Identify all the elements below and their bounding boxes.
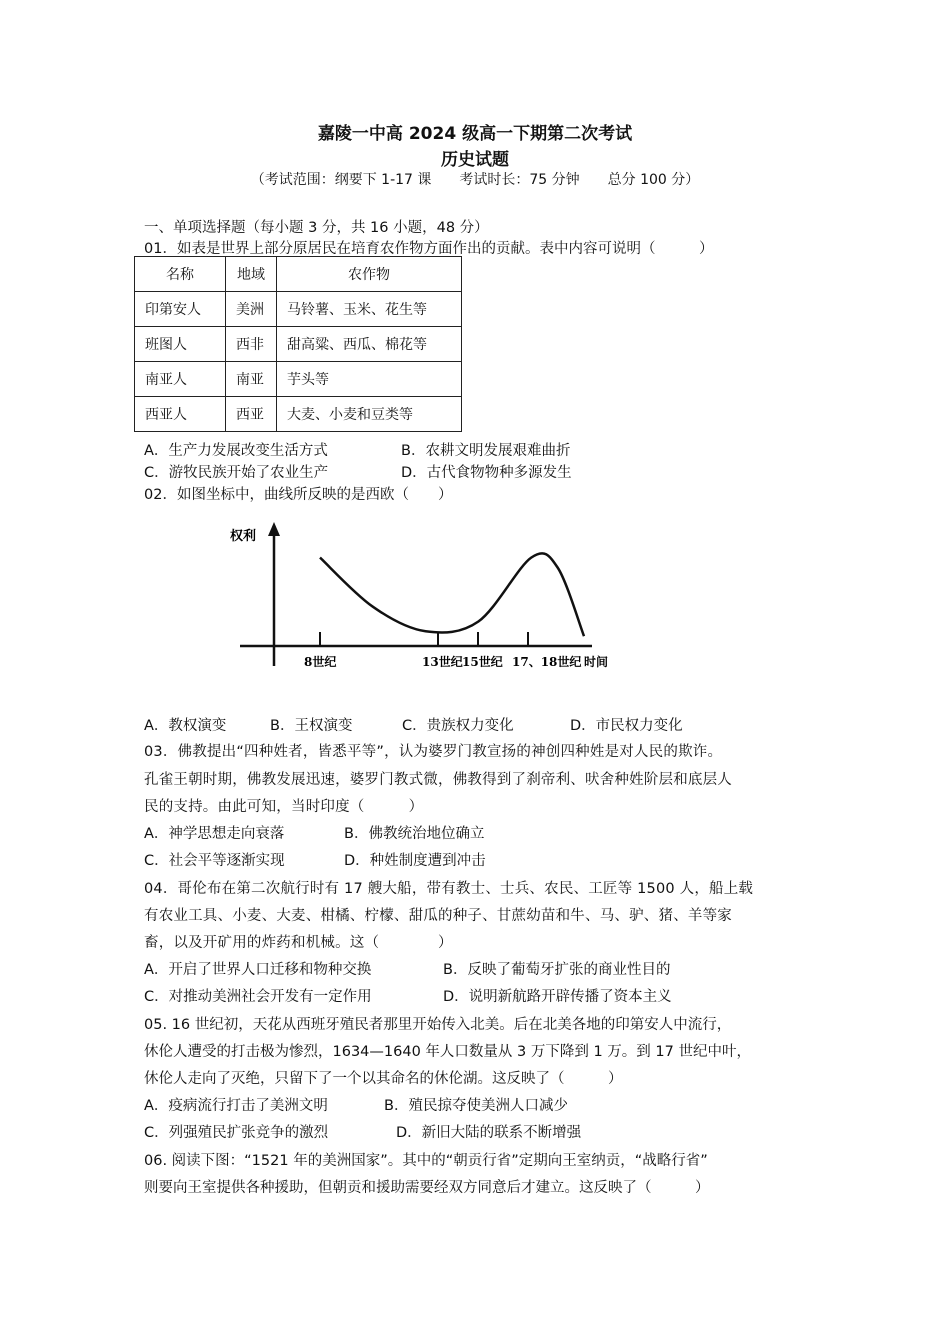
section-heading: 一、单项选择题（每小题 3 分，共 16 小题，48 分） [144, 220, 489, 236]
table-cell: 印第安人 [135, 292, 226, 327]
q4-line: 04．哥伦布在第二次航行时有 17 艘大船，带有教士、士兵、农民、工匠等 1500 人，船上载 [144, 881, 754, 897]
q3-option-b: B．佛教统治地位确立 [344, 826, 485, 842]
table-cell: 西亚人 [135, 397, 226, 432]
q1-option-c: C．游牧民族开始了农业生产 [144, 465, 329, 481]
q2-option-c: C．贵族权力变化 [402, 718, 514, 734]
q5-line: 05. 16 世纪初，天花从西班牙殖民者那里开始传入北美。后在北美各地的印第安人中流行， [144, 1017, 732, 1033]
q5-line: 休伦人遭受的打击极为惨烈，1634—1640 年人口数量从 3 万下降到 1 万。到 17 世纪中叶， [144, 1044, 751, 1060]
crop-table [134, 256, 462, 432]
y-axis-label: 权利 [230, 529, 257, 544]
q2-option-d: D．市民权力变化 [570, 718, 683, 734]
q5-option-a: A．疫病流行打击了美洲文明 [144, 1098, 328, 1114]
q3-option-d: D．种姓制度遭到冲击 [344, 853, 486, 869]
power-curve-chart [220, 518, 620, 678]
table-cell: 南亚 [226, 362, 277, 397]
table-cell: 西亚 [226, 397, 277, 432]
table-cell: 芋头等 [277, 362, 462, 397]
table-cell: 西非 [226, 327, 277, 362]
q5-option-c: C．列强殖民扩张竞争的激烈 [144, 1125, 329, 1141]
q4-line: 畜，以及开矿用的炸药和机械。这（ ） [144, 935, 453, 951]
x-tick-label: 17、18世纪 [512, 655, 582, 669]
table-row [135, 362, 462, 397]
q6-line: 06. 阅读下图：“1521 年的美洲国家”。其中的“朝贡行省”定期向王室纳贡，“战略行省” [144, 1153, 708, 1169]
q2-stem: 02．如图坐标中，曲线所反映的是西欧（ ） [144, 487, 453, 503]
x-tick-label: 8世纪 [304, 655, 337, 669]
q5-option-b: B．殖民掠夺使美洲人口减少 [384, 1098, 568, 1114]
x-tick-label: 13世纪 [422, 655, 463, 669]
table-header-row [135, 257, 462, 292]
q3-option-c: C．社会平等逐渐实现 [144, 853, 285, 869]
table-cell: 南亚人 [135, 362, 226, 397]
q1-stem: 01．如表是世界上部分原居民在培育农作物方面作出的贡献。表中内容可说明（ ） [144, 241, 714, 257]
q1-option-b: B．农耕文明发展艰难曲折 [401, 443, 571, 459]
exam-title: 嘉陵一中高 2024 级高一下期第二次考试 [317, 124, 633, 144]
table-cell: 甜高粱、西瓜、棉花等 [277, 327, 462, 362]
q3-line: 03．佛教提出“四种姓者，皆悉平等”，认为婆罗门教宣扬的神创四种姓是对人民的欺诈。 [144, 744, 723, 760]
table-cell: 马铃薯、玉米、花生等 [277, 292, 462, 327]
table-cell: 美洲 [226, 292, 277, 327]
col-header: 地域 [226, 257, 277, 292]
q3-line: 民的支持。由此可知，当时印度（ ） [144, 799, 424, 815]
exam-subtitle: 历史试题 [441, 150, 509, 170]
q3-line: 孔雀王朝时期，佛教发展迅速，婆罗门教式微，佛教得到了刹帝利、吠舍种姓阶层和底层人 [144, 772, 732, 788]
exam-scope: （考试范围：纲要下 1-17 课 考试时长：75 分钟 总分 100 分） [250, 172, 700, 188]
table-row [135, 292, 462, 327]
x-tick-label: 15世纪 [462, 655, 503, 669]
q2-option-b: B．王权演变 [270, 718, 353, 734]
y-axis-arrow [268, 522, 280, 536]
col-header: 农作物 [277, 257, 462, 292]
table-row [135, 327, 462, 362]
table-cell: 班图人 [135, 327, 226, 362]
x-axis-label: 时间 [584, 655, 609, 669]
q3-option-a: A．神学思想走向衰落 [144, 826, 285, 842]
col-header: 名称 [135, 257, 226, 292]
q4-option-b: B．反映了葡萄牙扩张的商业性目的 [443, 962, 671, 978]
q4-option-d: D．说明新航路开辟传播了资本主义 [443, 989, 672, 1005]
power-curve [320, 553, 584, 636]
table-cell: 大麦、小麦和豆类等 [277, 397, 462, 432]
q4-option-a: A．开启了世界人口迁移和物种交换 [144, 962, 372, 978]
q1-option-d: D．古代食物物种多源发生 [401, 465, 572, 481]
q2-option-a: A．教权演变 [144, 718, 227, 734]
q4-line: 有农业工具、小麦、大麦、柑橘、柠檬、甜瓜的种子、甘蔗幼苗和牛、马、驴、猪、羊等家 [144, 908, 732, 924]
table-row [135, 397, 462, 432]
q5-option-d: D．新旧大陆的联系不断增强 [396, 1125, 582, 1141]
q5-line: 休伦人走向了灭绝，只留下了一个以其命名的休伦湖。这反映了（ ） [144, 1071, 623, 1087]
q1-option-a: A．生产力发展改变生活方式 [144, 443, 328, 459]
q6-line: 则要向王室提供各种援助，但朝贡和援助需要经双方同意后才建立。这反映了（ ） [144, 1180, 710, 1196]
q4-option-c: C．对推动美洲社会开发有一定作用 [144, 989, 372, 1005]
